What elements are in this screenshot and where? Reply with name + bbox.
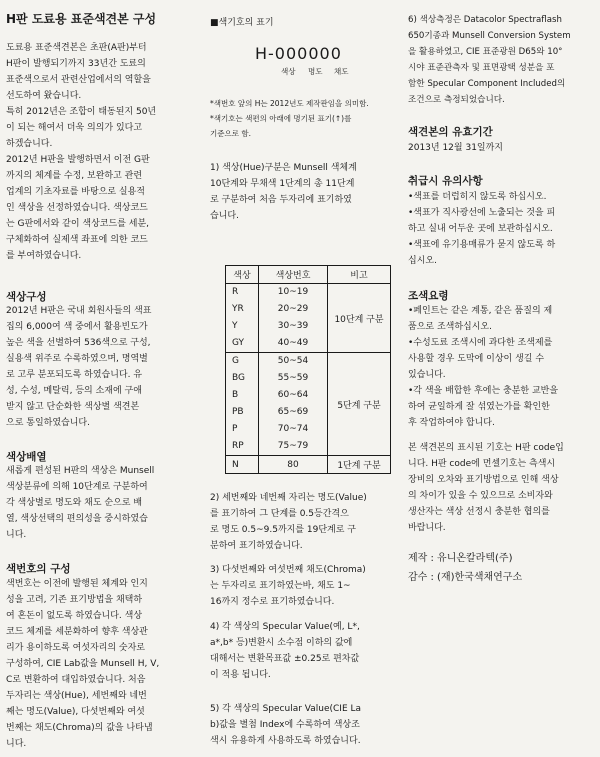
composition-paragraph: 2012년 H판은 국내 회원사들의 색표 집의 6,000여 색 중에서 활용빈도가 높은 색을 선별하여 536색으로 구성, 실용색 위주로 수록하였으며, 명역별 로 고루 분포되도록 하였습니다. 유 성, 수성, 메탈릭, 등의 소재에 구애 받지 않고 단순화한 색상별 색견본 으로 통일하였습니다. <box>6 306 152 428</box>
page-title: H판 도료용 표준색견본 구성 <box>6 12 157 26</box>
arrangement-heading: 색상배열 <box>6 451 47 463</box>
specular-index-description: 5) 각 색상의 Specular Value(CIE La b)값을 별첨 Index에 수록하여 색상조 색시 유용하게 사용하도록 하였습니다. <box>210 704 362 746</box>
table-header-note: 비고 <box>328 266 391 284</box>
notation-heading: ■색기호의 표기 <box>210 18 274 28</box>
measurement-description: 6) 색상측정은 Datacolor Spectraflash 650기종과 Munsell Conversion System 을 활용하였고, CIE 표준광원 D65와 10° 시야 표준관측자 및 표면광택 성분을 포 함한 Specular Component Included의 조건으로 측정되었습니다. <box>408 15 571 105</box>
value-description: 2) 세번째와 네번째 자리는 명도(Value) 를 표기하여 그 단계를 0.5등간격으 로 명도 0.5~9.5까지를 19단계로 구 분하여 표기하였습니다. <box>210 493 367 551</box>
validity-heading: 색견본의 유효기간 <box>408 126 493 138</box>
handling-heading: 취급시 유의사항 <box>408 175 483 187</box>
hue-group-2: G BG B PB P RP <box>226 353 259 456</box>
hue-description: 1) 색상(Hue)구분은 Munsell 색체계 10단계와 무채색 1단계의 총 11단계 로 구분하여 처음 두자리에 표기하였 습니다. <box>210 163 357 221</box>
hue-code-table <box>225 265 391 474</box>
table-row <box>226 456 391 474</box>
hue-neutral: N <box>226 456 259 474</box>
range-group-2: 50~54 55~59 60~64 65~69 70~74 75~79 <box>259 353 328 456</box>
specular-conversion-description: 4) 각 색상의 Specular Value(예, L*, a*,b* 등)변환시 소수점 이하의 값에 대해서는 변환목표값 ±0.25로 편차값 이 적용 됩니다. <box>210 622 360 680</box>
code-part-chroma: 채도 <box>334 67 349 76</box>
range-neutral: 80 <box>259 456 328 474</box>
hue-group-1: R YR Y GY <box>226 284 259 353</box>
producer-credit: 제작 : 유니온칼라텍(주) <box>408 553 513 564</box>
chroma-description: 3) 다섯번째와 여섯번째 채도(Chroma) 는 두자리로 표기하였는바, 채도 1~ 16까지 정수로 표기하였습니다. <box>210 565 366 607</box>
note-group-1: 10단계 구분 <box>328 284 391 353</box>
range-group-1: 10~19 20~29 30~39 40~49 <box>259 284 328 353</box>
table-header-hue: 색상 <box>226 266 259 284</box>
table-row <box>226 353 391 456</box>
table-header-code: 색상번호 <box>259 266 328 284</box>
mixing-list: •페인트는 같은 계통, 같은 품질의 제 품으로 조색하십시오. •수성도료 조색시에 과다한 조색제를 사용할 경우 도막에 이상이 생길 수 있습니다. •각 색을 배합한 후에는 충분한 교반을 하여 균일하게 잘 섞였는가를 확인한 후 작업하여야 합니다. <box>408 306 559 428</box>
color-code-example: H-000000 <box>255 44 342 63</box>
validity-date: 2013년 12월 31일까지 <box>408 143 504 153</box>
notation-notes: *색번호 앞의 H는 2012년도 제작판임을 의미함. *색기호는 색편의 아래에 명기된 표기(↑)를 기준으로 함. <box>210 99 369 138</box>
mixing-heading: 조색요령 <box>408 290 449 302</box>
table-row <box>226 284 391 353</box>
code-part-value: 명도 <box>308 67 323 76</box>
numbering-paragraph: 색번호는 이전에 발행된 체계와 인지 성을 고려, 기존 표기방법을 채택하 여 혼돈이 없도록 하였습니다. 색상 코드 체계를 세분화하여 향후 색상관 리가 용이하도록 여섯자리의 숫자로 구성하여, CIE Lab값을 Munsell H, V, C로 변환하여 대입하였습니다. 처음 두자리는 색상(Hue), 세번째와 네번 째는 명도(Value), 다섯번째와 여섯 번째는 채도(Chroma)의 값을 나타냅 니다. <box>6 579 160 749</box>
arrangement-paragraph: 새롭게 편성된 H판의 색상은 Munsell 색상분류에 의해 10단계로 구분하여 각 색상별로 명도와 채도 순으로 배 열, 색상선택의 편의성을 중시하였습 니다. <box>6 466 155 540</box>
supervisor-credit: 감수 : (재)한국색채연구소 <box>408 572 523 583</box>
closing-paragraph: 본 색견본의 표시된 기호는 H판 code입 니다. H판 code에 먼셀기호는 측색시 장비의 오차와 표기방법으로 인해 색상 의 차이가 있을 수 있으므로 소비자와 생산자는 색상 선정시 충분한 협의를 바랍니다. <box>408 443 564 533</box>
note-group-2: 5단계 구분 <box>328 353 391 456</box>
table-header-row <box>226 266 391 284</box>
composition-heading: 색상구성 <box>6 291 47 303</box>
credits <box>408 549 522 587</box>
note-neutral: 1단계 구분 <box>328 456 391 474</box>
handling-list: •색표를 더럽히지 않도록 하십시오. •색표가 직사광선에 노출되는 것을 피 하고 실내 어두운 곳에 보관하십시오. •색표에 유기용매류가 묻지 않도록 하 십시오. <box>408 192 556 266</box>
numbering-heading: 색번호의 구성 <box>6 563 71 575</box>
code-part-hue: 색상 <box>281 67 296 76</box>
intro-paragraph: 도료용 표준색견본은 초판(A판)부터 H판이 발행되기까지 33년간 도료의 표준색으로서 관련산업에서의 역할을 선도하여 왔습니다. 특히 2012년은 조합이 태동된지 50년 이 되는 해여서 더욱 의의가 있다고 하겠습니다. 2012년 H판을 발행하면서 이전 G판 까지의 체계를 수정, 보완하고 관련 업계의 기초자료를 바탕으로 실용적 인 색상을 선정하였습니다. 색상코드 는 G판에서와 같이 색상코드를 세분, 구체화하여 실제색 좌표에 의한 코드 를 부여하였습니다. <box>6 43 157 261</box>
